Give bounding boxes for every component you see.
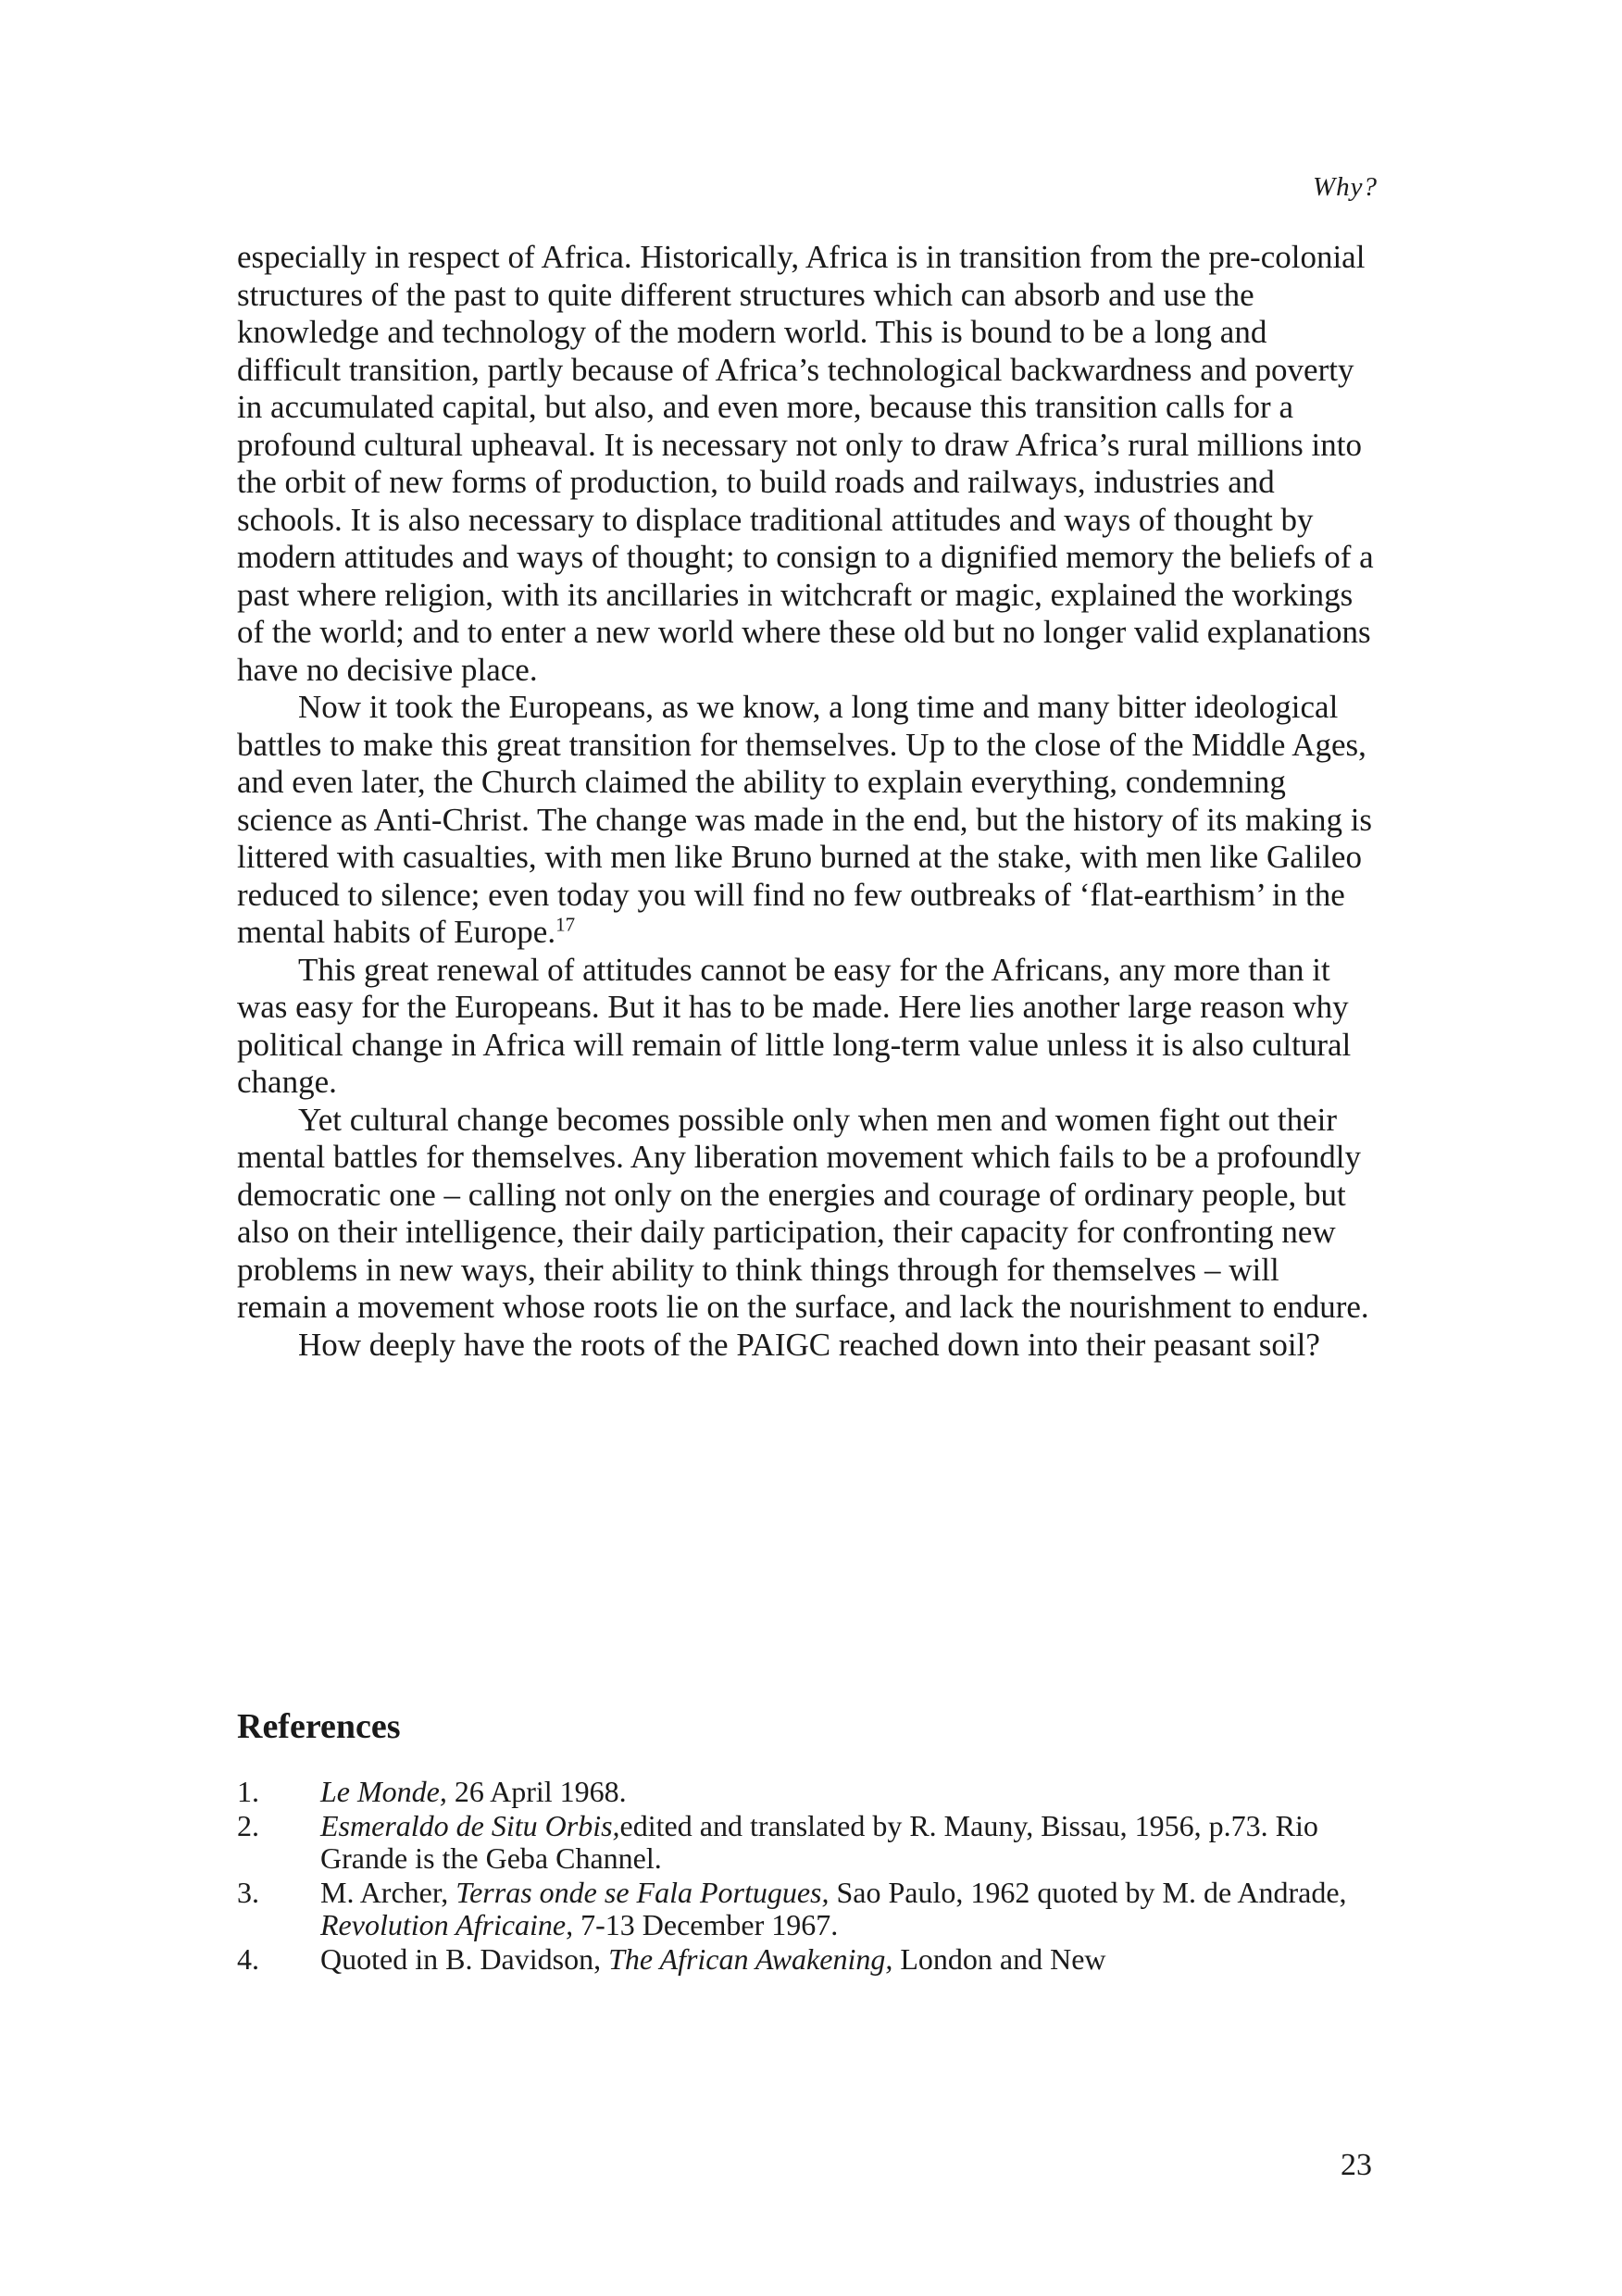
- paragraph-1: especially in respect of Africa. Historically, Africa is in transition from the pre-colonial structures of the past to quite different structures which can absorb and use the knowledge and technology of the modern world. This is bound to be a long and difficult transition, partly because of Africa’s technological backwardness and poverty in accumulated capital, but also, and even more, because this transition calls for a profound cultural upheaval. It is necessary not only to draw Africa’s rural millions into the orbit of new forms of production, to build roads and railways, industries and schools. It is also necessary to displace traditional attitudes and ways of thought by modern attitudes and ways of thought; to consign to a dignified memory the beliefs of a past where religion, with its ancillaries in witchcraft or magic, explained the workings of the world; and to enter a new world where these old but no longer valid explanations have no decisive place.: [237, 239, 1374, 688]
- reference-text: Le Monde, 26 April 1968.: [320, 1775, 627, 1808]
- reference-text: Esmeraldo de Situ Orbis,edited and translated by R. Mauny, Bissau, 1956, p.73. Rio Grande is the Geba Channel.: [320, 1809, 1318, 1875]
- reference-item-1: [237, 1776, 1376, 1808]
- reference-item-3: [237, 1877, 1376, 1941]
- reference-item-2: [237, 1810, 1376, 1875]
- paragraph-5: How deeply have the roots of the PAIGC reached down into their peasant soil?: [298, 1326, 1320, 1363]
- paragraph-3: This great renewal of attitudes cannot be easy for the Africans, any more than it was easy for the Europeans. But it has to be made. Here lies another large reason why political change in Africa will remain of little long-term value unless it is also cultural change.: [237, 951, 1352, 1100]
- reference-item-4: [237, 1943, 1376, 1976]
- references-heading: References: [237, 1707, 401, 1746]
- reference-number: 1.: [237, 1775, 259, 1808]
- body-text: [237, 239, 1376, 1364]
- references-list: [237, 1776, 1376, 1978]
- reference-number: 2.: [237, 1809, 259, 1842]
- reference-text: Quoted in B. Davidson, The African Awakening, London and New: [320, 1942, 1106, 1976]
- reference-number: 4.: [237, 1942, 259, 1976]
- paragraph-2: Now it took the Europeans, as we know, a long time and many bitter ideological battles to make this great transition for themselves. Up to the close of the Middle Ages, and even later, the Church claimed the ability to explain everything, condemning science as Anti-Christ. The change was made in the end, but the history of its making is littered with casualties, with men like Bruno burned at the stake, with men like Galileo reduced to silence; even today you will find no few outbreaks of ‘flat-earthism’ in the mental habits of Europe.$^{17}$: [237, 689, 1373, 950]
- reference-text: M. Archer, Terras onde se Fala Portugues, Sao Paulo, 1962 quoted by M. de Andrade, Revolution Africaine, 7-13 December 1967.: [320, 1876, 1347, 1941]
- paragraph-4: Yet cultural change becomes possible only when men and women fight out their mental battles for themselves. Any liberation movement which fails to be a profoundly democratic one – calling not only on the energies and courage of ordinary people, but also on their intelligence, their daily participation, their capacity for confronting new problems in new ways, their ability to think things through for themselves – will remain a movement whose roots lie on the surface, and lack the nourishment to endure.: [237, 1101, 1369, 1325]
- reference-number: 3.: [237, 1876, 259, 1909]
- running-head: Why?: [1312, 172, 1378, 202]
- footnote-marker: 17: [555, 913, 576, 936]
- page-number: 23: [1341, 2148, 1372, 2182]
